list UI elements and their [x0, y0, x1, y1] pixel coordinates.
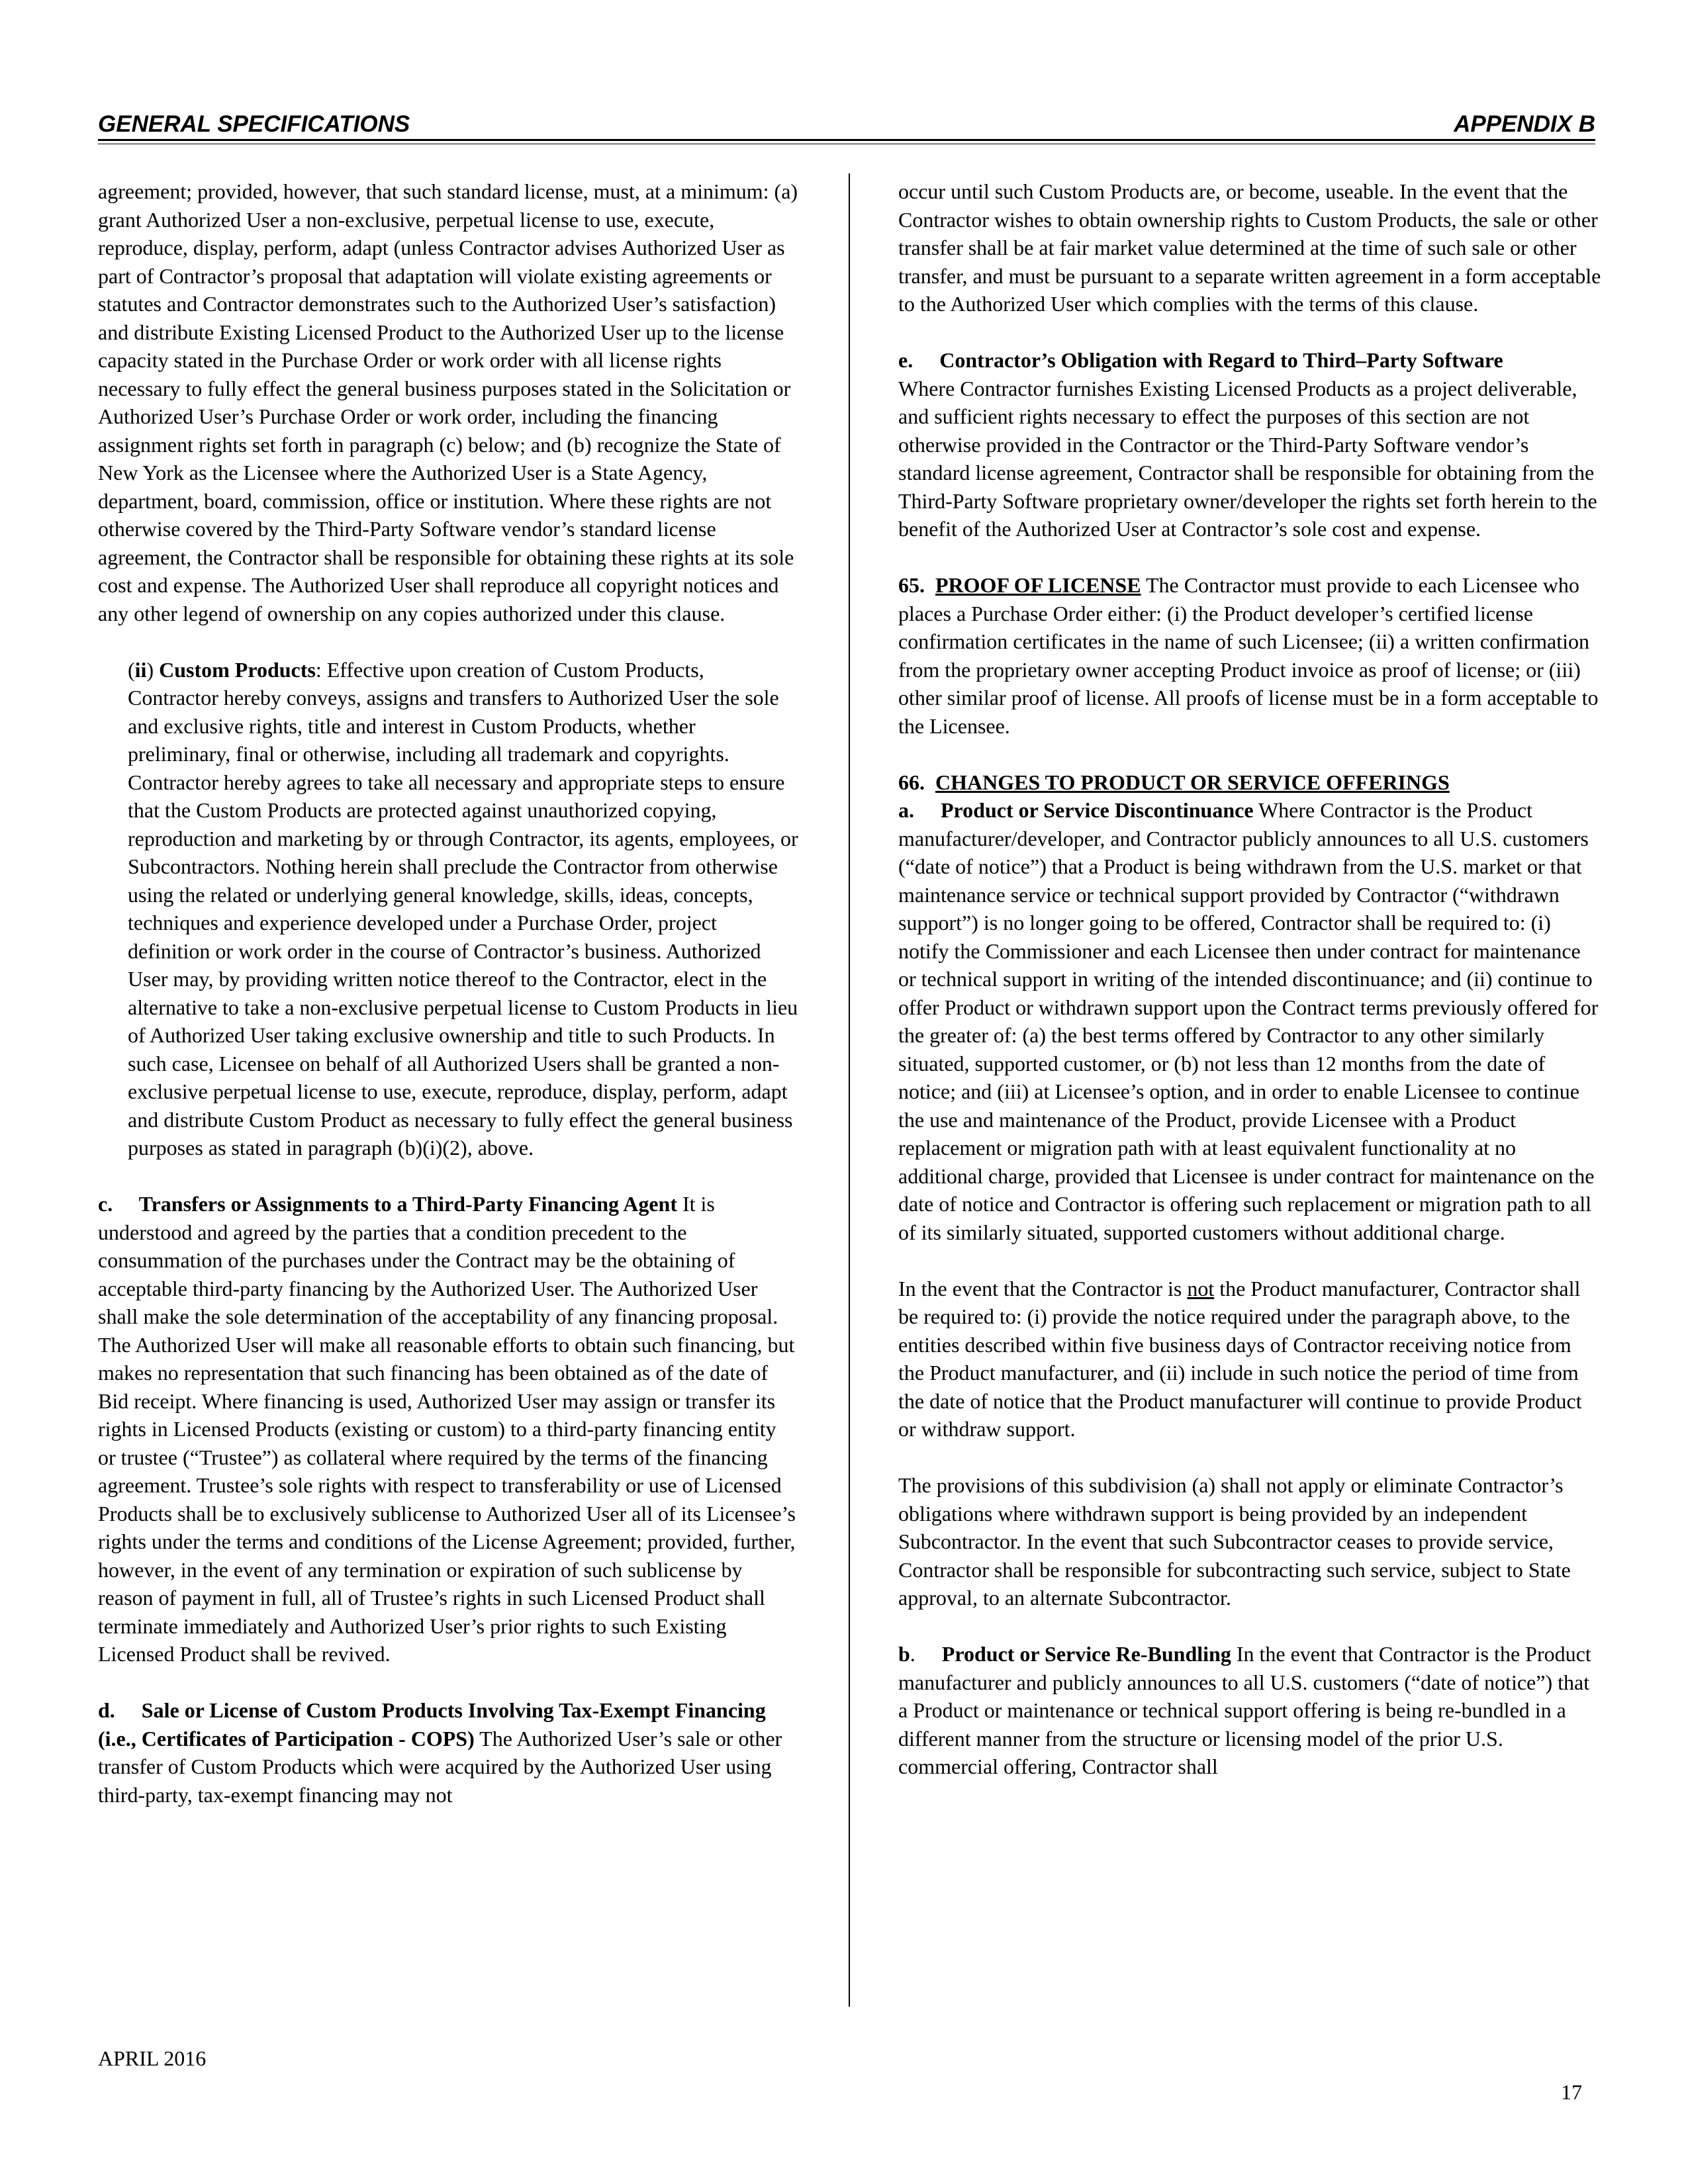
tax-exempt-heading: d. Sale or License of Custom Products Involving Tax-Exempt Financing (i.e., Certificates of Participation - COPS) [98, 1698, 771, 1751]
section-66-number: 66. [898, 770, 925, 794]
not-emphasis: not [1187, 1276, 1215, 1300]
rebundling-label: b [898, 1642, 910, 1666]
not-manufacturer-text-b: the Product manufacturer, Contractor shall be required to: (i) provide the notice required under the paragraph above, to the entities described within five business days of Contractor receiving notice from the Product manufacturer, and (ii) include in such notice the period of time from the date of notice that the Product manufacturer will continue to provide Product or withdraw support. [898, 1276, 1582, 1441]
paragraph-rebundling [898, 1640, 1601, 1781]
rebundling-text: In the event that Contractor is the Product manufacturer and publicly announces to all U.S. customers (“date of notice”) that a Product or maintenance or technical support offering is being re-bundled in a different manner from the structure or licensing model of the prior U.S. commercial offering, Contractor shall [898, 1642, 1591, 1778]
paragraph-third-party-software [898, 346, 1601, 543]
custom-products-label: ii [134, 657, 147, 682]
section-65-number: 65. [898, 573, 925, 597]
footer-date: APRIL 2016 [98, 2046, 207, 2070]
paragraph-financing-agent [98, 1190, 798, 1668]
right-column [898, 177, 1601, 1781]
paragraph-changes-to-offerings [898, 768, 1601, 1247]
custom-products-open-paren: ( [128, 657, 135, 682]
header-appendix: APPENDIX B [1454, 111, 1595, 137]
changes-to-offerings-heading: CHANGES TO PRODUCT OR SERVICE OFFERINGS [935, 770, 1450, 794]
header-title: GENERAL SPECIFICATIONS [98, 111, 410, 137]
discontinuance-text: Where Contractor is the Product manufacturer/developer, and Contractor publicly announces to all U.S. customers (“date of notice”) that a Product is being withdrawn from the U.S. market or that maintenance service or technical support provided by Contractor (“withdrawn support”) is no longer going to be offered, Contractor shall be required to: (i) notify the Commissioner and each Licensee then under contract for maintenance or technical support in writing of the intended discontinuance; and (ii) continue to offer Product or withdrawn support upon the Contract terms previously offered for the greater of: (a) the best terms offered by Contractor to any other similarly situated, supported customer, or (b) not less than 12 months from the date of notice; and (iii) at Licensee’s option, and in order to enable Licensee to continue the use and maintenance of the Product, provide Licensee with a Product replacement or migration path with at least equivalent functionality at no additional charge, provided that Licensee is under contract for maintenance on the date of notice and Contractor is offering such replacement or migration path to all of its similarly situated, supported customers without additional charge. [898, 798, 1599, 1244]
paragraph-license-agreement: agreement; provided, however, that such standard license, must, at a minimum: (a) grant Authorized User a non-exclusive, perpetual license to use, execute, reproduce, display, perform, adapt (unless Contractor advises Authorized User as part of Contractor’s proposal that adaptation will violate existing agreements or statutes and Contractor demonstrates such to the Authorized User’s satisfaction) and distribute Existing Licensed Product to the Authorized User up to the license capacity stated in the Purchase Order or work order with all license rights necessary to fully effect the general business purposes stated in the Solicitation or Authorized User’s Purchase Order or work order, including the financing assignment rights set forth in paragraph (c) below; and (b) recognize the State of New York as the Licensee where the Authorized User is a State Agency, department, board, commission, office or institution. Where these rights are not otherwise covered by the Third-Party Software vendor’s standard license agreement, the Contractor shall be responsible for obtaining these rights at its sole cost and expense. The Authorized User shall reproduce all copyright notices and any other legend of ownership on any copies authorized under this clause. [98, 179, 798, 625]
not-manufacturer-text-a: In the event that the Contractor is [898, 1276, 1188, 1300]
paragraph-ownership-rights: occur until such Custom Products are, or become, useable. In the event that the Contractor wishes to obtain ownership rights to Custom Products, the sale or other transfer shall be at fair market value determined at the time of such sale or other transfer, and must be pursuant to a separate written agreement in a form acceptable to the Authorized User which complies with the terms of this clause. [898, 179, 1601, 316]
financing-agent-heading: c. Transfers or Assignments to a Third-Party Financing Agent [98, 1192, 677, 1216]
paragraph-not-manufacturer [898, 1275, 1601, 1443]
third-party-software-text: Where Contractor furnishes Existing Licensed Products as a project deliverable, and sufficient rights necessary to effect the purposes of this section are not otherwise provided in the Contractor or the Third-Party Software vendor’s standard license agreement, Contractor shall be responsible for obtaining from the Third-Party Software proprietary owner/developer the rights set forth herein to the benefit of the Authorized User at Contractor’s sole cost and expense. [898, 376, 1597, 541]
page-number: 17 [1561, 2080, 1582, 2104]
page-header [98, 110, 1595, 139]
third-party-software-heading: e. Contractor’s Obligation with Regard to Third–Party Software [898, 348, 1503, 372]
paragraph-subdivision-provisions: The provisions of this subdivision (a) shall not apply or eliminate Contractor’s obligations where withdrawn support is being provided by an independent Subcontractor. In the event that such Subcontractor ceases to provide service, Contractor shall be responsible for subcontracting such service, subject to State approval, to an alternate Subcontractor. [898, 1473, 1571, 1610]
paragraph-tax-exempt-financing [98, 1696, 798, 1809]
tax-exempt-text: The Authorized User’s sale or other transfer of Custom Products which were acquired by the Authorized User using third-party, tax-exempt financing may not [98, 1726, 782, 1807]
proof-of-license-text: The Contractor must provide to each Licensee who places a Purchase Order either: (i) the Product developer’s certified license confirmation certificates in the name of such Licensee; (ii) a written confirmation from the proprietary owner accepting Product invoice as proof of license; or (iii) other similar proof of license. All proofs of license must be in a form acceptable to the Licensee. [898, 573, 1599, 738]
proof-of-license-heading: PROOF OF LICENSE [935, 573, 1141, 597]
rebundling-label-dot: . [910, 1642, 942, 1666]
custom-products-heading: Custom Products [159, 657, 316, 682]
financing-agent-text: It is understood and agreed by the parties that a condition precedent to the consummation of the purchases under the Contract may be the obtaining of acceptable third-party financing by the Authorized User. The Authorized User shall make the sole determination of the acceptability of any financing proposal. The Authorized User will make all reasonable efforts to obtain such financing, but makes no representation that such financing has been obtained as of the date of Bid receipt. Where financing is used, Authorized User may assign or transfer its rights in Licensed Products (existing or custom) to a third-party financing entity or trustee (“Trustee”) as collateral where required by the terms of the financing agreement. Trustee’s sole rights with respect to transferability or use of Licensed Products shall be to exclusively sublicense to Authorized User all of its Licensee’s rights under the terms and conditions of the License Agreement; provided, further, however, in the event of any termination or expiration of such sublicense by reason of payment in full, all of Trustee’s rights in such Licensed Product shall terminate immediately and Authorized User’s prior rights to such Existing Licensed Product shall be revived. [98, 1192, 796, 1666]
paragraph-custom-products [98, 656, 798, 1162]
column-divider [849, 173, 850, 2007]
header-rule [98, 139, 1595, 141]
paragraph-proof-of-license [898, 571, 1601, 740]
custom-products-text: : Effective upon creation of Custom Products, Contractor hereby conveys, assigns and transfers to Authorized User the sole and exclusive rights, title and interest in Custom Products, whether preliminary, final or otherwise, including all trademark and copyrights. Contractor hereby agrees to take all necessary and appropriate steps to ensure that the Custom Products are protected against unauthorized copying, reproduction and marketing by or through Contractor, its agents, employees, or Subcontractors. Nothing herein shall preclude the Contractor from otherwise using the related or underlying general knowledge, skills, ideas, concepts, techniques and experience developed under a Purchase Order, project definition or work order in the course of Contractor’s business. Authorized User may, by providing written notice thereof to the Contractor, elect in the alternative to take a non-exclusive perpetual license to Custom Products in lieu of Authorized User taking exclusive ownership and title to such Products. In such case, Licensee on behalf of all Authorized Users shall be granted a non-exclusive perpetual license to use, execute, reproduce, display, perform, adapt and distribute Custom Product as necessary to fully effect the general business purposes as stated in paragraph (b)(i)(2), above. [128, 657, 798, 1160]
left-column [98, 177, 798, 1809]
discontinuance-heading: a. Product or Service Discontinuance [898, 798, 1254, 822]
custom-products-close-paren: ) [146, 657, 160, 682]
rebundling-heading: Product or Service Re-Bundling [941, 1642, 1231, 1666]
